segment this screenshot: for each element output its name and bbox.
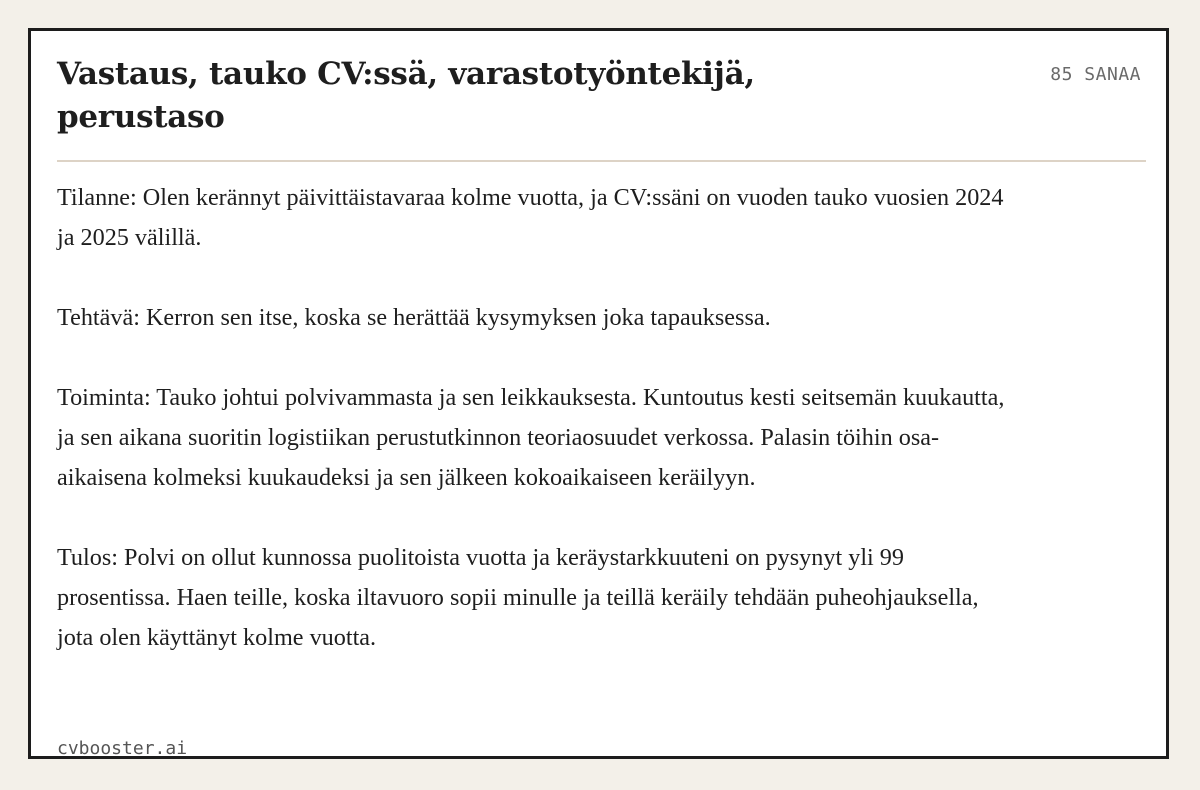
paragraph-result: Tulos: Polvi on ollut kunnossa puolitoista vuotta ja keräystarkkuuteni on pysynyt yli 99 prosentissa. Haen teille, koska iltavuoro sopii minulle ja teillä keräily tehdään puheohjauksella, jota olen käyttänyt kolme vuotta. <box>57 544 979 651</box>
word-count-label: 85 SANAA <box>1050 64 1141 85</box>
card-title: Vastaus, tauko CV:ssä, varastotyöntekijä, perustaso <box>57 56 755 135</box>
answer-card <box>28 28 1169 759</box>
brand-footer: cvbooster.ai <box>57 738 188 759</box>
paragraph-action: Toiminta: Tauko johtui polvivammasta ja sen leikkauksesta. Kuntoutus kesti seitsemän kuukautta, ja sen aikana suoritin logistiikan perustutkinnon teoriaosuudet verkossa. Palasin töihin osa-aikaisena kolmeksi kuukaudeksi ja sen jälkeen kokoaikaiseen keräilyyn. <box>57 384 1005 491</box>
paragraph-task: Tehtävä: Kerron sen itse, koska se herättää kysymyksen joka tapauksessa. <box>57 304 771 331</box>
answer-body <box>57 178 1017 658</box>
paragraph-situation: Tilanne: Olen kerännyt päivittäistavaraa kolme vuotta, ja CV:ssäni on vuoden tauko vuosien 2024 ja 2025 välillä. <box>57 184 1004 251</box>
header-divider <box>57 160 1146 162</box>
